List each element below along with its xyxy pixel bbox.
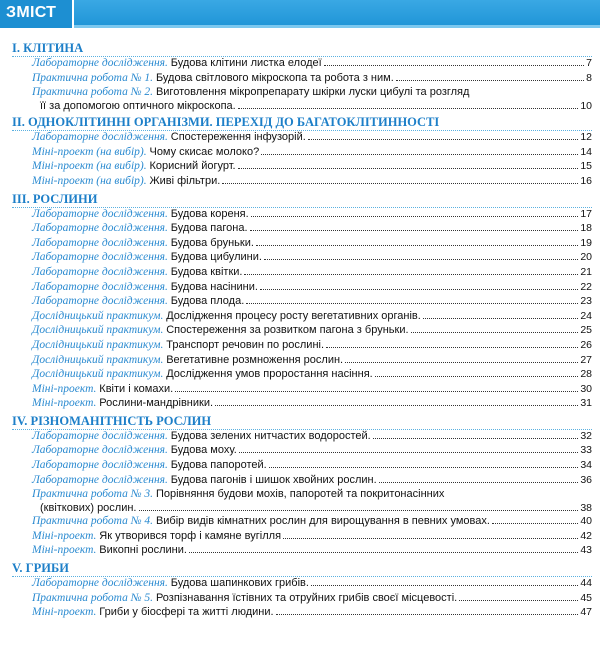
dot-leader — [264, 259, 578, 260]
toc-entry[interactable] — [32, 266, 592, 281]
dot-leader — [379, 482, 579, 483]
toc-entry[interactable] — [32, 488, 592, 515]
entry-title: Будова квітки. — [170, 265, 243, 278]
entry-type: Лабораторне дослідження. — [32, 444, 168, 457]
page-number: 18 — [580, 222, 592, 235]
entry-type: Лабораторне дослідження. — [32, 280, 168, 293]
header-bar — [0, 0, 600, 28]
entry-title: Порівняння будови мохів, папоротей та покритонасінних — [155, 488, 445, 501]
dot-leader — [251, 216, 579, 217]
entry-type: Дослідницький практикум. — [32, 368, 164, 381]
entry-type: Лабораторне дослідження. — [32, 265, 168, 278]
entry-type: Дослідницький практикум. — [32, 338, 164, 351]
entry-title: Будова плода. — [170, 295, 245, 308]
page-number: 25 — [580, 324, 592, 337]
toc-entry[interactable] — [32, 339, 592, 354]
toc-entry[interactable] — [32, 577, 592, 592]
page-number: 16 — [580, 174, 592, 187]
page-number: 14 — [580, 145, 592, 158]
toc-entry[interactable] — [32, 237, 592, 252]
entry-title: Гриби у біосфері та житті людини. — [99, 606, 274, 619]
entry-type: Лабораторне дослідження. — [32, 222, 168, 235]
entry-title-continued: (квіткових) рослин. — [40, 501, 137, 514]
page-number: 36 — [580, 473, 592, 486]
dot-leader — [411, 332, 579, 333]
entry-title: Будова папоротей. — [170, 459, 267, 472]
entry-type: Міні-проект. — [32, 606, 97, 619]
entry-type: Практична робота № 4. — [32, 515, 154, 528]
dot-leader — [423, 318, 578, 319]
entry-title: Викопні рослини. — [99, 544, 187, 557]
entry-type: Міні-проект (на вибір). — [32, 174, 147, 187]
toc-section — [0, 413, 600, 559]
entry-title: Будова пагонів і шишок хвойних рослин. — [170, 473, 377, 486]
dot-leader — [238, 108, 579, 109]
page-number: 10 — [580, 99, 592, 112]
dot-leader — [239, 452, 578, 453]
toc-entry[interactable] — [32, 175, 592, 190]
entry-type: Практична робота № 5. — [32, 591, 154, 604]
page-number: 27 — [580, 353, 592, 366]
toc-entry[interactable] — [32, 544, 592, 559]
dot-leader — [373, 438, 579, 439]
page-number: 12 — [580, 131, 592, 144]
page-number: 8 — [586, 71, 592, 84]
page-number: 21 — [580, 265, 592, 278]
entry-title: Будова насінини. — [170, 280, 258, 293]
entry-title: Вегетативне розмноження рослин. — [166, 353, 344, 366]
dot-leader — [326, 347, 578, 348]
entry-title: Вибір видів кімнатних рослин для вирощування в певних умовах. — [155, 515, 490, 528]
entry-title: Як утворився торф і камяне вугілля — [99, 529, 282, 542]
toc-entry[interactable] — [32, 208, 592, 223]
page-number: 22 — [580, 280, 592, 293]
section-title[interactable]: V. ГРИБИ — [12, 560, 592, 577]
toc-entry[interactable] — [32, 530, 592, 545]
toc-entry[interactable] — [32, 72, 592, 87]
toc-section — [0, 560, 600, 621]
page-number: 28 — [580, 368, 592, 381]
entry-title: Спостереження за розвитком пагона з бруньки. — [166, 324, 409, 337]
entry-type: Лабораторне дослідження. — [32, 131, 168, 144]
entry-title: Дослідження умов проростання насіння. — [166, 368, 373, 381]
entry-type: Міні-проект. — [32, 529, 97, 542]
table-of-contents — [0, 40, 600, 622]
entry-type: Практична робота № 3. — [32, 488, 154, 501]
section-title[interactable]: ІІ. ОДНОКЛІТИННІ ОРГАНІЗМИ. ПЕРЕХІД ДО БАГАТОКЛІТИННОСТІ — [12, 114, 592, 131]
page-number: 47 — [580, 606, 592, 619]
page-number: 32 — [580, 429, 592, 442]
dot-leader — [246, 303, 578, 304]
entry-type: Лабораторне дослідження. — [32, 207, 168, 220]
dot-leader — [260, 289, 578, 290]
entry-type: Дослідницький практикум. — [32, 309, 164, 322]
entry-title: Квіти і комахи. — [99, 382, 174, 395]
page-number: 33 — [580, 444, 592, 457]
entry-title: Будова кореня. — [170, 207, 249, 220]
entry-title: Транспорт речовин по рослині. — [166, 338, 325, 351]
page-number: 15 — [580, 160, 592, 173]
entry-title: Розпізнавання їстівних та отруйних грибів своєї місцевості. — [155, 591, 458, 604]
dot-leader — [139, 510, 579, 511]
entry-title: Чому скисає молоко? — [149, 145, 260, 158]
toc-entry[interactable] — [32, 251, 592, 266]
dot-leader — [256, 245, 578, 246]
dot-leader — [308, 139, 579, 140]
entry-title: Корисний йогурт. — [149, 160, 236, 173]
section-title[interactable]: IV. РІЗНОМАНІТНІСТЬ РОСЛИН — [12, 413, 592, 430]
entry-type: Лабораторне дослідження. — [32, 429, 168, 442]
entry-title: Будова цибулини. — [170, 251, 262, 264]
dot-leader — [459, 600, 578, 601]
toc-entry[interactable] — [32, 146, 592, 161]
dot-leader — [324, 65, 585, 66]
toc-entry[interactable] — [32, 160, 592, 175]
entry-title: Будова зелених нитчастих водоростей. — [170, 429, 371, 442]
toc-section — [0, 191, 600, 412]
entry-title: Спостереження інфузорій. — [170, 131, 306, 144]
dot-leader — [375, 376, 579, 377]
toc-entry[interactable] — [32, 592, 592, 607]
dot-leader — [492, 523, 578, 524]
dot-leader — [345, 362, 578, 363]
page-number: 40 — [580, 515, 592, 528]
dot-leader — [269, 467, 579, 468]
toc-entry[interactable] — [32, 310, 592, 325]
entry-title: Будова пагона. — [170, 222, 248, 235]
page-number: 26 — [580, 338, 592, 351]
entry-type: Міні-проект. — [32, 382, 97, 395]
entry-type: Практична робота № 2. — [32, 86, 154, 99]
page-number: 42 — [580, 529, 592, 542]
dot-leader — [222, 183, 578, 184]
entry-title: Будова моху. — [170, 444, 237, 457]
toc-entry[interactable] — [32, 86, 592, 113]
toc-entry[interactable] — [32, 397, 592, 412]
dot-leader — [283, 538, 578, 539]
toc-entry[interactable] — [32, 324, 592, 339]
entry-title: Будова світлового мікроскопа та робота з ним. — [155, 71, 394, 84]
toc-entry[interactable] — [32, 222, 592, 237]
page-number: 19 — [580, 236, 592, 249]
toc-entry[interactable] — [32, 383, 592, 398]
entry-type: Практична робота № 1. — [32, 71, 154, 84]
entry-type: Лабораторне дослідження. — [32, 236, 168, 249]
dot-leader — [276, 614, 579, 615]
page-title: ЗМІСТ — [6, 4, 57, 21]
toc-entry[interactable] — [32, 354, 592, 369]
entry-type: Лабораторне дослідження. — [32, 57, 168, 69]
entry-title: Будова клітини листка елодеї — [170, 57, 322, 69]
entry-type: Дослідницький практикум. — [32, 324, 164, 337]
entry-type: Лабораторне дослідження. — [32, 251, 168, 264]
entry-type: Лабораторне дослідження. — [32, 295, 168, 308]
dot-leader — [250, 230, 579, 231]
entry-type: Міні-проект. — [32, 544, 97, 557]
toc-entry[interactable] — [32, 57, 592, 72]
page-number: 31 — [580, 397, 592, 410]
entry-type: Лабораторне дослідження. — [32, 459, 168, 472]
toc-entry[interactable] — [32, 474, 592, 489]
entry-type: Міні-проект. — [32, 397, 97, 410]
page-number: 43 — [580, 544, 592, 557]
page-number: 23 — [580, 295, 592, 308]
toc-entry[interactable] — [32, 295, 592, 310]
page-number: 7 — [586, 57, 592, 69]
page-number: 34 — [580, 459, 592, 472]
page-number: 30 — [580, 382, 592, 395]
dot-leader — [261, 154, 578, 155]
entry-title: Рослини-мандрівники. — [99, 397, 214, 410]
toc-entry[interactable] — [32, 368, 592, 383]
entry-type: Дослідницький практикум. — [32, 353, 164, 366]
toc-section — [0, 40, 600, 113]
dot-leader — [215, 405, 578, 406]
toc-section — [0, 114, 600, 189]
entry-title: Виготовлення мікропрепарату шкірки луски цибулі та розгляд — [155, 86, 470, 99]
page-number: 38 — [580, 501, 592, 514]
entry-type: Лабораторне дослідження. — [32, 577, 168, 590]
page-number: 20 — [580, 251, 592, 264]
entry-title: Дослідження процесу росту вегетативних органів. — [166, 309, 421, 322]
toc-entry[interactable] — [32, 606, 592, 621]
page-number: 45 — [580, 591, 592, 604]
toc-entry[interactable] — [32, 430, 592, 445]
section-title[interactable]: ІІІ. РОСЛИНИ — [12, 191, 592, 208]
toc-entry[interactable] — [32, 515, 592, 530]
entry-title: Живі фільтри. — [149, 174, 221, 187]
dot-leader — [311, 585, 578, 586]
section-title[interactable]: І. КЛІТИНА — [12, 40, 592, 57]
toc-entry[interactable] — [32, 444, 592, 459]
toc-entry[interactable] — [32, 131, 592, 146]
entry-type: Лабораторне дослідження. — [32, 473, 168, 486]
toc-entry[interactable] — [32, 459, 592, 474]
dot-leader — [189, 552, 578, 553]
page-number: 24 — [580, 309, 592, 322]
entry-type: Міні-проект (на вибір). — [32, 145, 147, 158]
entry-title-continued: її за допомогою оптичного мікроскопа. — [40, 99, 236, 112]
dot-leader — [238, 168, 579, 169]
toc-entry[interactable] — [32, 281, 592, 296]
entry-title: Будова бруньки. — [170, 236, 254, 249]
dot-leader — [244, 274, 578, 275]
dot-leader — [175, 391, 578, 392]
entry-title: Будова шапинкових грибів. — [170, 577, 309, 590]
page-number: 17 — [580, 207, 592, 220]
entry-type: Міні-проект (на вибір). — [32, 160, 147, 173]
page-number: 44 — [580, 577, 592, 590]
dot-leader — [396, 80, 584, 81]
